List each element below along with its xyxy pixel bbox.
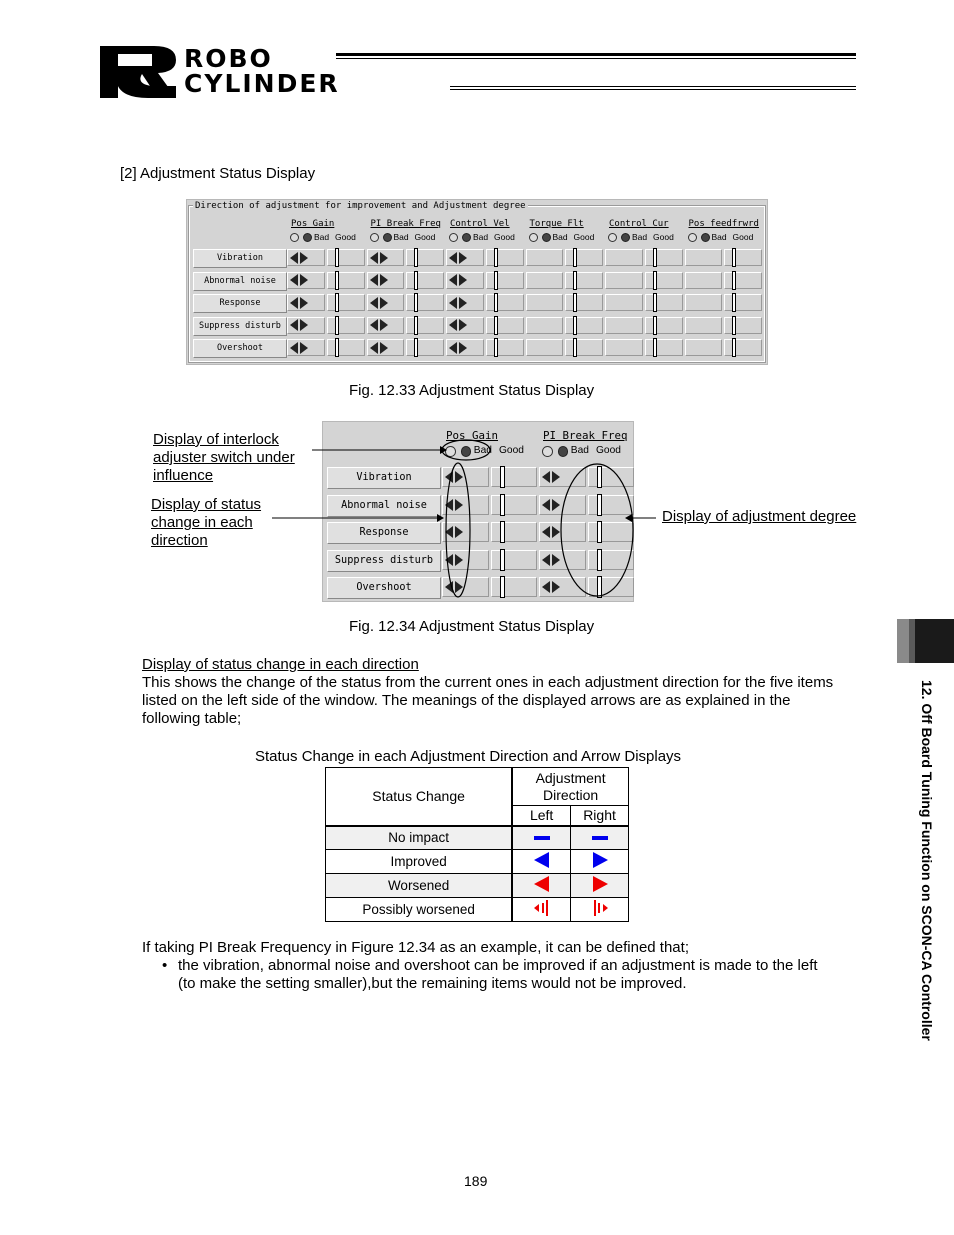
cell [486,317,524,334]
good-led-icon [462,233,471,242]
cell [588,467,635,487]
cell [645,339,683,356]
fig2-caption: Fig. 12.34 Adjustment Status Display [349,618,595,635]
left-arrow-icon [370,342,378,354]
cell [327,317,365,334]
fig2-panel [322,421,634,602]
col-header-3: Torque Flt [529,219,584,229]
bad-led-icon [688,233,697,242]
cell [685,249,723,266]
col-header-5: Pos feedfrwrd [688,219,759,229]
left-arrow-icon [370,252,378,264]
left-arrow-icon [445,499,453,511]
bullet-line2: (to make the setting smaller),but the remaining items would not be improved. [178,975,687,992]
degree-bar [500,576,505,598]
right-arrow-icon [552,554,560,566]
right-arrow-icon [455,499,463,511]
worsened-right-icon [571,874,629,898]
header-rule-bottom2 [450,89,856,90]
col-header-4: Control Cur [609,219,669,229]
right-arrow-icon [380,319,388,331]
right-arrow-icon [459,252,467,264]
cell [486,249,524,266]
good-label: Good [573,232,595,242]
degree-bar [653,248,657,267]
right-arrow-icon [455,581,463,593]
bad-label: Bad [473,232,489,242]
cell [685,339,723,356]
degree-bar [414,248,418,267]
good-led-icon [303,233,312,242]
bad-led-icon [449,233,458,242]
bad-label: Bad [393,232,409,242]
bullet-dot: • [162,957,168,974]
degree-bar [597,494,602,516]
degree-bar [732,293,736,312]
good-label: Good [335,232,356,242]
row-label-3: Suppress disturb [327,550,441,572]
cell [526,339,564,356]
left-arrow-icon [290,274,298,286]
left-arrow-icon [445,471,453,483]
bad-label: Bad [314,232,330,242]
degree-bar [597,521,602,543]
section-title: [2] Adjustment Status Display [120,165,316,182]
right-arrow-icon [552,581,560,593]
degree-bar [335,271,339,290]
degree-bar [653,316,657,335]
col-status-header: Status Change [326,768,513,826]
cell [605,317,643,334]
right-arrow-icon [459,297,467,309]
left-arrow-icon [370,297,378,309]
good-led-icon [558,446,569,457]
fig1-grid [187,200,767,364]
bad-led-icon [445,446,456,457]
header-rule-top [336,53,856,56]
row-worsened: Worsened [326,874,513,898]
right-arrow-icon [300,297,308,309]
cell [327,249,365,266]
bad-led-icon [529,233,538,242]
degree-bar [573,248,577,267]
right-arrow-icon [455,471,463,483]
right-arrow-icon [455,526,463,538]
degree-bar [414,293,418,312]
cell [605,249,643,266]
right-arrow-icon [380,274,388,286]
good-led-icon [621,233,630,242]
worsened-left-icon [512,874,570,898]
cell [526,249,564,266]
left-arrow-icon [445,554,453,566]
left-arrow-icon [449,342,457,354]
degree-bar [414,271,418,290]
degree-bar [335,248,339,267]
bad-led-icon [542,446,553,457]
degree-bar [732,316,736,335]
logo-line2: CYLINDER [184,69,340,98]
degree-bar [573,293,577,312]
body-para-line1: This shows the change of the status from the current ones in each adjustment direction for the five items [142,674,834,691]
no-impact-left-icon [512,826,570,850]
left-arrow-icon [542,581,550,593]
cell [724,294,762,311]
degree-bar [494,316,498,335]
body-heading: Display of status change in each direction [142,656,419,673]
left-arrow-icon [290,252,298,264]
rc-logo-icon [96,44,182,100]
cell [406,272,444,289]
degree-bar [494,338,498,357]
callout-interlock-line1: Display of interlock [153,431,279,448]
cell [605,294,643,311]
bad-label: Bad [552,232,568,242]
left-arrow-icon [542,499,550,511]
degree-bar [653,271,657,290]
right-arrow-icon [300,252,308,264]
degree-bar [414,338,418,357]
left-arrow-icon [370,319,378,331]
good-label: Good [414,232,436,242]
good-label: Good [653,232,674,242]
left-arrow-icon [449,319,457,331]
cell [565,339,603,356]
bad-label: Bad [632,232,648,242]
row-no-impact: No impact [326,826,513,850]
degree-bar [653,338,657,357]
cell [486,339,524,356]
row-label-4: Overshoot [327,577,441,599]
cell [491,522,538,542]
cell [327,294,365,311]
cell [645,272,683,289]
cell [565,249,603,266]
callout-degree: Display of adjustment degree [662,508,857,525]
good-led-icon [701,233,710,242]
possibly-worsened-left-icon [512,898,570,922]
callout-status-line3: direction [151,532,208,549]
col-right-header: Right [571,806,629,826]
degree-bar [573,271,577,290]
cell [327,272,365,289]
cell [685,317,723,334]
cell [605,339,643,356]
cell [526,272,564,289]
cell [486,272,524,289]
cell [406,339,444,356]
good-label: Good [494,232,515,242]
page-number: 189 [464,1173,488,1189]
cell [406,317,444,334]
row-label-0: Vibration [193,249,287,268]
degree-bar [732,338,736,357]
good-label: Good [596,445,621,456]
fig2-grid [323,422,633,601]
col-header-0: Pos Gain [291,219,335,229]
cell [685,294,723,311]
degree-bar [653,293,657,312]
bad-led-icon [290,233,299,242]
logo-line1: ROBO [184,44,273,73]
degree-bar [732,248,736,267]
no-impact-right-icon [571,826,629,850]
left-arrow-icon [542,526,550,538]
good-led-icon [461,446,472,457]
row-possibly-worsened: Possibly worsened [326,898,513,922]
side-tab-marker [897,619,954,663]
degree-bar [494,271,498,290]
right-arrow-icon [300,342,308,354]
bad-led-icon [608,233,617,242]
cell [526,317,564,334]
improved-right-icon [571,850,629,874]
left-arrow-icon [445,581,453,593]
callout-interlock-line3: influence [153,467,214,484]
left-arrow-icon [449,297,457,309]
degree-bar [335,338,339,357]
body-paragraph [142,674,833,728]
callout-interlock-line2: adjuster switch under [153,449,295,466]
right-arrow-icon [380,252,388,264]
good-led-icon [383,233,392,242]
fig1-caption: Fig. 12.33 Adjustment Status Display [349,382,595,399]
callout-status-line1: Display of status [151,496,262,513]
degree-bar [597,576,602,598]
callout-status [151,496,261,550]
col-header-0: Pos Gain [446,429,499,442]
cell [565,294,603,311]
degree-bar [500,466,505,488]
good-label: Good [499,445,524,456]
cell [406,294,444,311]
degree-bar [414,316,418,335]
right-arrow-icon [380,342,388,354]
fig1-legend: Direction of adjustment for improvement and Adjustment degree [195,201,526,211]
col-header-2: Control Vel [450,219,510,229]
right-arrow-icon [552,499,560,511]
cell [588,550,635,570]
left-arrow-icon [290,342,298,354]
right-arrow-icon [455,554,463,566]
left-arrow-icon [542,471,550,483]
cell [724,317,762,334]
cell [605,272,643,289]
callout-interlock [153,431,295,485]
degree-bar [500,549,505,571]
degree-bar [732,271,736,290]
col-left-header: Left [512,806,570,826]
row-label-2: Response [327,522,441,544]
left-arrow-icon [542,554,550,566]
degree-bar [500,494,505,516]
degree-bar [597,466,602,488]
good-led-icon [542,233,551,242]
cell [486,294,524,311]
col-direction-header: Adjustment Direction [512,768,628,806]
cell [327,339,365,356]
cell [724,249,762,266]
bullet-line1: the vibration, abnormal noise and overshoot can be improved if an adjustment is made to the left [178,957,818,974]
cell [724,339,762,356]
cell [491,550,538,570]
cell [491,467,538,487]
cell [645,294,683,311]
left-arrow-icon [370,274,378,286]
degree-bar [597,549,602,571]
cell [526,294,564,311]
right-arrow-icon [552,526,560,538]
right-arrow-icon [300,274,308,286]
cell [645,249,683,266]
left-arrow-icon [290,319,298,331]
table-title: Status Change in each Adjustment Direction and Arrow Displays [255,748,682,765]
cell [565,272,603,289]
bad-label: Bad [473,445,492,456]
bad-label: Bad [570,445,589,456]
cell [491,495,538,515]
cell [724,272,762,289]
cell [491,577,538,597]
right-arrow-icon [459,319,467,331]
cell [565,317,603,334]
side-tab-text: 12. Off Board Tuning Function on SCON-CA Controller [919,680,935,1041]
row-label-3: Suppress disturb [193,317,287,336]
header-rule-top2 [336,58,856,59]
body-para-line2: listed on the left side of the window. The meanings of the displayed arrows are as explained in the [142,692,791,709]
right-arrow-icon [552,471,560,483]
cell [645,317,683,334]
row-label-0: Vibration [327,467,441,489]
body-para-line3: following table; [142,710,242,727]
callout-status-line2: change in each [151,514,253,531]
status-table [325,767,629,922]
cell [685,272,723,289]
cell [588,522,635,542]
header-rule-bottom [450,86,856,87]
right-arrow-icon [459,274,467,286]
bad-label: Bad [711,232,727,242]
improved-left-icon [512,850,570,874]
row-label-2: Response [193,294,287,313]
example-line: If taking PI Break Frequency in Figure 12.34 as an example, it can be defined that; [142,939,689,956]
degree-bar [500,521,505,543]
fig1-panel [186,199,768,365]
possibly-worsened-right-icon [571,898,629,922]
degree-bar [335,293,339,312]
right-arrow-icon [300,319,308,331]
row-label-1: Abnormal noise [327,495,441,517]
right-arrow-icon [380,297,388,309]
degree-bar [494,293,498,312]
row-label-1: Abnormal noise [193,272,287,291]
row-improved: Improved [326,850,513,874]
degree-bar [573,316,577,335]
col-header-1: PI Break Freq [543,429,628,442]
right-arrow-icon [459,342,467,354]
left-arrow-icon [449,252,457,264]
cell [406,249,444,266]
degree-bar [335,316,339,335]
degree-bar [494,248,498,267]
degree-bar [573,338,577,357]
col-header-1: PI Break Freq [370,219,441,229]
cell [588,577,635,597]
left-arrow-icon [449,274,457,286]
left-arrow-icon [445,526,453,538]
good-label: Good [732,232,754,242]
cell [588,495,635,515]
left-arrow-icon [290,297,298,309]
row-label-4: Overshoot [193,339,287,358]
bad-led-icon [370,233,379,242]
